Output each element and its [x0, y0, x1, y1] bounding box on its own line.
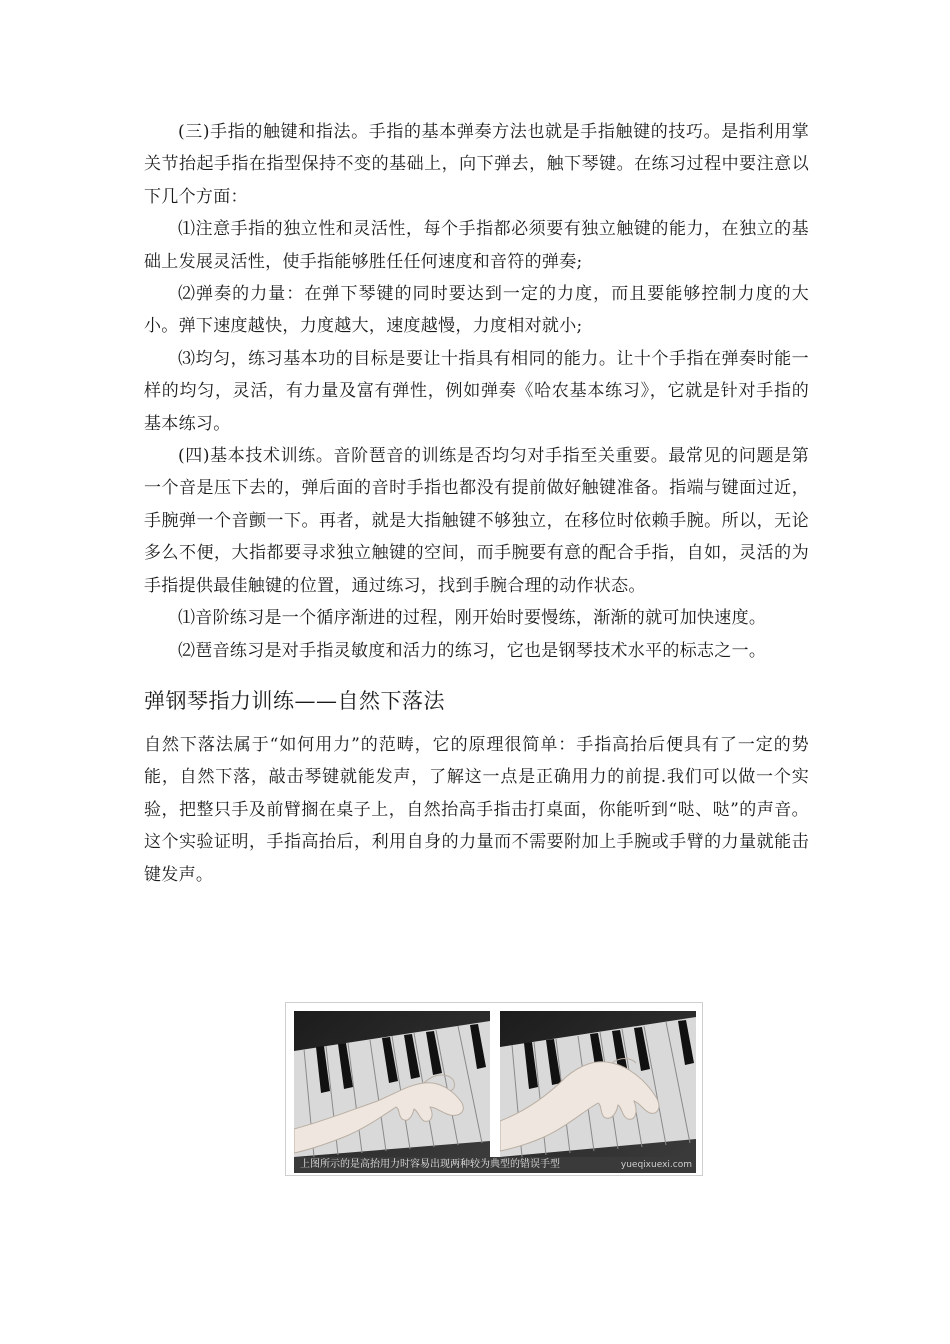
paragraph-evenness: ⑶均匀，练习基本功的目标是要让十指具有相同的能力。让十个手指在弹奏时能一样的均匀，灵活，有力量及富有弹性，例如弹奏《哈农基本练习》，它就是针对手指的基本练习。	[144, 348, 809, 434]
left-hand-photo	[294, 1011, 490, 1157]
piano-hand-figure	[285, 1002, 703, 1176]
paragraph-basic-technique: (四)基本技术训练。音阶琶音的训练是否均匀对手指至关重要。最常见的问题是第一个音是压下去的，弹后面的音时手指也都没有提前做好触键准备。指端与键面过近，手腕弹一个音颤一下。再者，就是大指触键不够独立，在移位时依赖手腕。所以，无论多么不便，大指都要寻求独立触键的空间，而手腕要有意的配合手指，自如，灵活的为手指提供最佳触键的位置，通过练习，找到手腕合理的动作状态。	[144, 446, 809, 596]
paragraph-arpeggio-practice: ⑵琶音练习是对手指灵敏度和活力的练习，它也是钢琴技术水平的标志之一。	[178, 640, 767, 661]
paragraph-finger-independence: ⑴注意手指的独立性和灵活性，每个手指都必须要有独立触键的能力，在独立的基础上发展灵活性，使手指能够胜任任何速度和音符的弹奏;	[144, 219, 809, 272]
figure-caption: 上图所示的是高抬用力时容易出现两种较为典型的错误手型	[294, 1157, 696, 1173]
paragraph-touch-technique: (三)手指的触键和指法。手指的基本弹奏方法也就是手指触键的技巧。是指利用掌关节抬起手指在指型保持不变的基础上，向下弹去，触下琴键。在练习过程中要注意以下几个方面：	[144, 122, 809, 207]
paragraph-scale-practice: ⑴音阶练习是一个循序渐进的过程，刚开始时要慢练，渐渐的就可加快速度。	[178, 608, 767, 629]
piano-hand-photo-icon	[500, 1011, 696, 1157]
document-body	[144, 116, 809, 891]
piano-hand-photo-icon	[294, 1011, 490, 1157]
figure-watermark: yueqixuexi.com	[620, 1160, 692, 1170]
section-title: 弹钢琴指力训练——自然下落法	[144, 688, 445, 713]
paragraph-playing-force: ⑵弹奏的力量：在弹下琴键的同时要达到一定的力度，而且要能够控制力度的大小。弹下速度越快，力度越大，速度越慢，力度相对就小;	[144, 284, 809, 337]
paragraph-natural-drop: 自然下落法属于“如何用力”的范畴，它的原理很简单：手指高抬后便具有了一定的势能，自然下落，敲击琴键就能发声，了解这一点是正确用力的前提.我们可以做一个实验，把整只手及前臂搁在桌子上，自然抬高手指击打桌面，你能听到“哒、哒”的声音。这个实验证明，手指高抬后，利用自身的力量而不需要附加上手腕或手臂的力量就能击键发声。	[144, 734, 809, 885]
right-hand-photo	[500, 1011, 696, 1157]
